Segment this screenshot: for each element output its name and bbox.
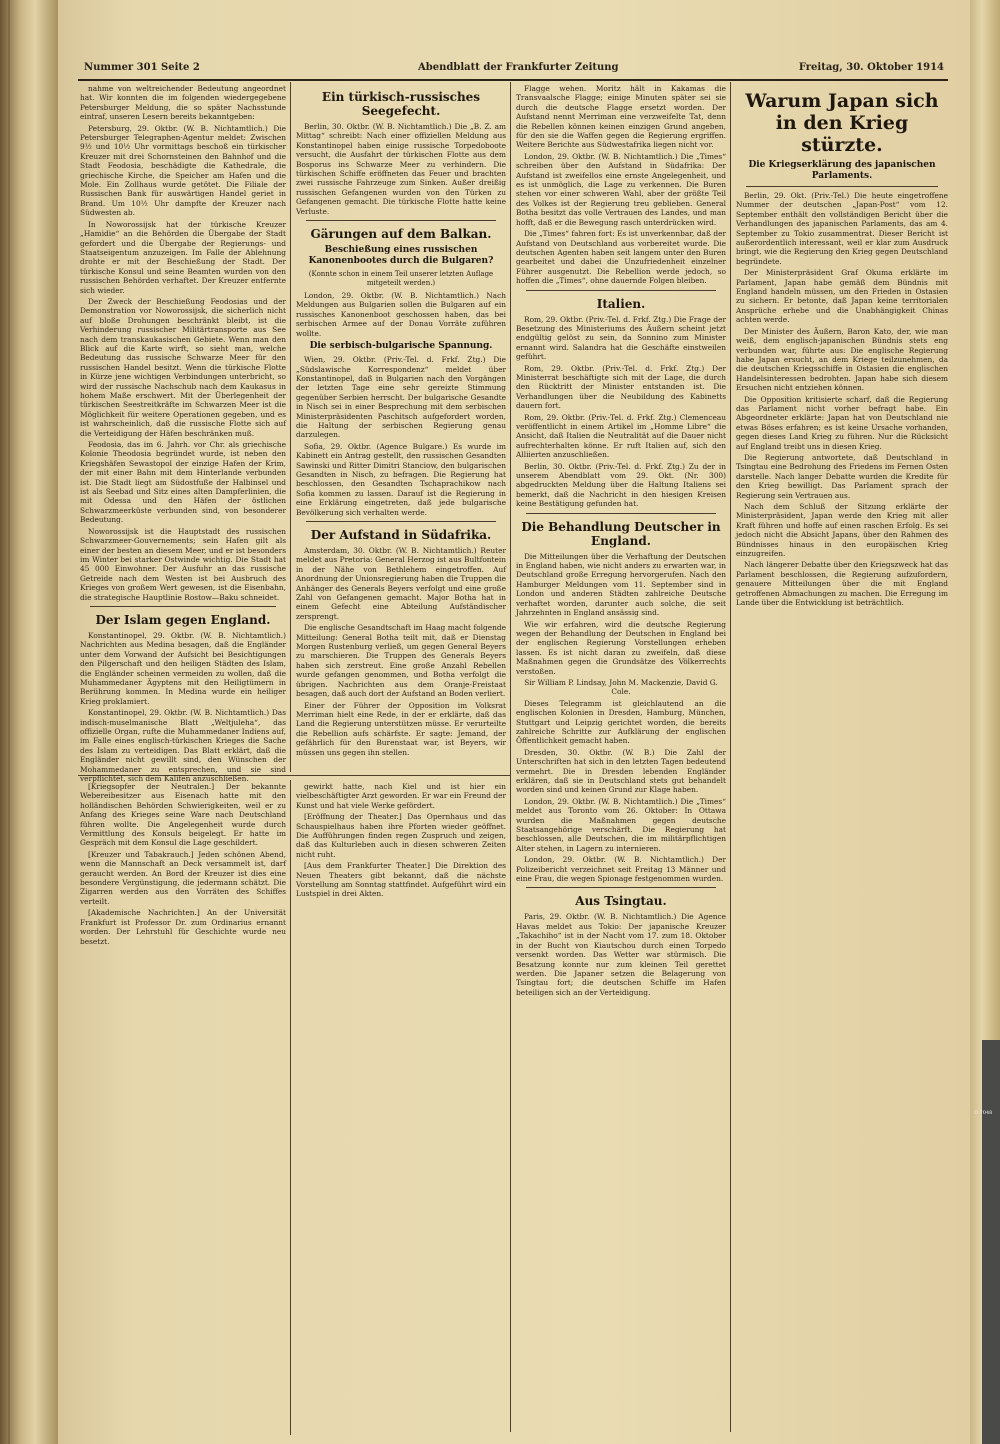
paragraph: Rom, 29. Oktbr. (Priv.-Tel. d. Frkf. Ztg.) Der Ministerrat beschäftigte sich mit der Lage, die durch den Rücktritt der Minister entstanden ist. Die Verhandlungen über die Neubildung des Kabinetts dauern fort.	[516, 363, 726, 411]
paragraph: Berlin, 29. Okt. (Priv.-Tel.) Die heute eingetroffene Nummer der deutschen „Japan-Post“ vom 12. September enthält den vollständigen Bericht über die Verhandlungen des japanischen Parlaments, das am 4. September zu Tokio zusammentrat. Dieser Bericht ist außerordentlich interessant, weil er klar zum Ausdruck bringt, wie die Regierung den Krieg gegen Deutschland begründete.	[736, 191, 948, 266]
paragraph: nahme von weltreichender Bedeutung angeordnet hat. Wir konnten die im folgenden wiedergegebene Petersburger Meldung, die so später Nachsstunde eintraf, unseren Lesern bereits bekanntgeben:	[80, 84, 286, 122]
paragraph: [Aus dem Frankfurter Theater.] Die Direktion des Neuen Theaters gibt bekannt, daß die nächste Vorstellung am Sonntag stattfindet. Aufgeführt wird ein Lustspiel in drei Akten.	[296, 861, 506, 899]
paragraph: Konstantinopel, 29. Oktbr. (W. B. Nichtamtlich.) Das indisch-muselmanische Blatt „Weltjuleha“, das offizielle Organ, rufte die Muhammedaner Indiens auf, im Falle eines englisch-türkischen Krieges die Sache des Islam zu verteidigen. Das Blatt erklärt, daß die Engländer nicht gewillt sind, den Wünschen der Mohammedaner zu entsprechen, und sie sind verpflichtet, sich dem Kalifen anzuschließen.	[80, 708, 286, 784]
paragraph: Noworossijsk ist die Hauptstadt des russischen Schwarzmeer-Gouvernements; sein Hafen gilt als einer der besten an diesem Meer, und er ist besonders im Winter bei starker Ostwinde wichtig. Die Stadt hat 45 000 Einwohner. Der Ausfuhr an das russische Getreide nach dem Westen ist bei Ausbruch des Krieges von großem Wert gewesen, ist die Eisenbahn, die strategische Hauptlinie Rostow—Baku schneidet.	[80, 526, 286, 602]
column-rule	[730, 82, 731, 1432]
headline-tsingtau: Aus Tsingtau.	[575, 894, 667, 909]
column-2	[296, 84, 506, 772]
column-1	[80, 84, 286, 784]
headline-balkan: Gärungen auf dem Balkan.	[310, 227, 492, 242]
editorial-note: (Konnte schon in einem Teil unserer letzten Auflage mitgeteilt werden.)	[308, 270, 494, 288]
column-4	[736, 84, 948, 1434]
column-rule	[290, 780, 291, 1435]
signatures: Sir William P. Lindsay, John M. Mackenzie, David G. Cole.	[524, 677, 718, 697]
paragraph: London, 29. Oktbr. (W. B. Nichtamtlich.) Nach Meldungen aus Bulgarien sollen die Bulgaren auf ein russisches Kanonenboot geschossen haben, das bei serbischen Armee auf der Donau Vorräte zuführen wollte.	[296, 291, 506, 338]
paragraph: London, 29. Oktbr. (W. B. Nichtamtlich.) Die „Times“ schreiben über den Aufstand in Südafrika: Der Aufstand ist zweifellos eine ernste Angelegenheit, und es ist unmöglich, die Lage zu verkennen. Die Buren stehen vor einer schweren Wahl, aber der größte Teil des Volkes ist der Regierung treu geblieben. General Botha besitzt das volle Vertrauen des Landes, und man hofft, daß er die Bewegung rasch unterdrücken wird.	[516, 151, 726, 227]
binding-stripe	[8, 0, 10, 1444]
column-rule	[510, 82, 511, 1432]
feuilleton-column-2	[296, 782, 506, 1432]
paragraph: Der Minister des Äußern, Baron Kato, der, wie man weiß, dem englisch-japanischen Bündnis stets eng verbunden war, führte aus: Die englische Regierung habe Japan ersucht, an dem Kriege teilzunehmen, da die deutschen Kriegsschiffe in Ostasien die englischen Handelsinteressen bedrohten. Japan habe sich diesem Ersuchen nicht entziehen können.	[736, 326, 948, 393]
paragraph: Paris, 29. Oktbr. (W. B. Nichtamtlich.) Die Agence Havas meldet aus Tokio: Der japanische Kreuzer „Takachiho“ ist in der Nacht vom 17. zum 18. Oktober in der Bucht von Kiautschou durch einen Torpedo versenkt worden. Das Wetter war stürmisch. Die Besatzung konnte nur zum kleinen Teil gerettet werden. Die Japaner setzen die Belagerung von Tsingtau fort; die deutschen Schiffe im Hafen beteiligen sich an der Verteidigung.	[516, 912, 726, 997]
book-binding-left	[0, 0, 58, 1444]
paragraph: Konstantinopel, 29. Oktbr. (W. B. Nichtamtlich.) Nachrichten aus Medina besagen, daß die Engländer unter dem Vorwand der Aufsicht bei Besichtigungen den Pilgerschaft und den heiligen Städten des Islam, die Engländer scheinen vermeiden zu wollen, daß die Muhammedaner Ägyptens mit den Heiligtümern in Berührung kommen. In Medina wurde ein heiliger Krieg proklamiert.	[80, 630, 286, 706]
feuilleton-column-1	[80, 782, 286, 1432]
subheadline-kanonenboot: Beschießung eines russischen Kanonenbootes durch die Bulgaren?	[308, 245, 494, 267]
divider	[526, 290, 716, 291]
paragraph: Petersburg, 29. Oktbr. (W. B. Nichtamtlich.) Die Petersburger Telegraphen-Agentur meldet: Zwischen 9½ und 10½ Uhr vormittags beschoß ein türkischer Kreuzer mit drei Schornsteinen den Bahnhof und die Stadt Feodosia, beschädigte die Kathedrale, die griechische Kirche, die Speicher am Hafen und die Mole. Ein Zollhaus wurde getötet. Die Filiale der Russischen Bank für auswärtigen Handel geriet in Brand. Um 10½ Uhr dampfte der Kreuzer nach Südwesten ab.	[80, 123, 286, 218]
page-header	[78, 62, 948, 80]
divider	[746, 186, 938, 187]
archive-stamp: D 7048	[974, 1110, 993, 1116]
divider	[526, 887, 716, 888]
paragraph: Nach längerer Debatte über den Kriegszweck hat das Parlament beschlossen, die Regierung aufzufordern, genauere Mitteilungen über die mit England getroffenen Abmachungen zu machen. Die Erregung im Lande über die Entwicklung ist beträchtlich.	[736, 560, 948, 608]
paragraph: Die englische Gesandtschaft im Haag macht folgende Mitteilung: General Botha teilt mit, daß er Dienstag Morgen Rustenburg verließ, um gegen General Beyers zu marschieren. Die Truppen des Generals Beyers haben sich zerstreut. Eine große Anzahl Rebellen wurde gefangen genommen, und Botha verfolgt die übrigen. Nachrichten aus dem Oranje-Freistaat besagen, daß auch dort der Aufstand an Boden verliert.	[296, 623, 506, 699]
header-rule	[78, 79, 948, 81]
paragraph: Wie wir erfahren, wird die deutsche Regierung wegen der Behandlung der Deutschen in England bei der englischen Regierung Vorstellungen erheben lassen. Es ist nicht daran zu zweifeln, daß diese Maßnahmen gegen die Grundsätze des Völkerrechts verstoßen.	[516, 619, 726, 676]
subheadline-parlament: Die Kriegserklärung des japanischen Parlaments.	[748, 160, 936, 181]
paragraph: London, 29. Oktbr. (W. B. Nichtamtlich.) Die „Times“ meldet aus Toronto vom 26. Oktober: In Ottawa wurden die Maßnahmen gegen deutsche Staatsangehörige verschärft. Die Regierung hat beschlossen, alle Deutschen, die im militärpflichtigen Alter stehen, in Lagern zu internieren.	[516, 796, 726, 853]
issue-number: Nummer 301 Seite 2	[84, 62, 200, 73]
paragraph: Einer der Führer der Opposition im Volksrat Merriman hielt eine Rede, in der er erklärte, daß das Land die Regierung unterstützen müsse. Er verurteilte die Rebellion aufs schärfste. Er sagte: Jemand, der gefährlich für den Burenstaat war, ist Beyers, wir müssen uns gegen ihn stellen.	[296, 700, 506, 757]
paragraph: [Kreuzer und Tabakrauch.] Jeden schönen Abend, wenn die Mannschaft an Deck versammelt ist, darf geraucht werden. An Bord der Kreuzer ist dies eine besondere Vergünstigung, die jedermann schätzt. Die Zigarren werden aus den Vorräten des Schiffes verteilt.	[80, 849, 286, 906]
paragraph: Sofia, 29. Oktbr. (Agence Bulgare.) Es wurde im Kabinett ein Antrag gestellt, den russischen Gesandten Sawinski und Ritter Dimitri Stanciow, den bulgarischen Gesandten in Nisch, zu befragen. Die Regierung hat beschlossen, den Gesandten Tschaprachikow nach Sofia kommen zu lassen. Darauf ist die Regierung in eine Erklärung eingetreten, daß jede bulgarische Bevölkerung sich verhalten werde.	[296, 441, 506, 517]
divider	[306, 220, 496, 221]
column-rule	[290, 82, 291, 772]
paragraph: Flagge wehen. Moritz hält in Kakamas die Transvaalsche Flagge; einige Minuten später sei sie durch die deutsche Flagge ersetzt worden. Der Aufstand nennt Merriman eine verzweifelte Tat, denn die Rebellen können keinen einzigen Grund angeben, für den sie die Waffen gegen die Regierung ergriffen. Weitere Berichte aus Südwestafrika liegen nicht vor.	[516, 84, 726, 150]
paragraph: In Noworossijsk hat der türkische Kreuzer „Hamidie“ an die Behörden die Übergabe der Stadt gefordert und die Übergabe der Regierungs- und Staatseigentum anzuzeigen. Im Falle der Ablehnung drohte er mit der Beschießung der Stadt. Der türkische Konsul und seine Beamten wurden von den russischen Behörden verhaftet. Der Kreuzer entfernte sich wieder.	[80, 219, 286, 295]
book-edge-shadow	[982, 1040, 1000, 1444]
newspaper-title: Abendblatt der Frankfurter Zeitung	[418, 62, 619, 73]
paragraph: Dresden, 30. Oktbr. (W. B.) Die Zahl der Unterschriften hat sich in den letzten Tagen bedeutend vermehrt. Die in Dresden lebenden Engländer erklären, daß sie in Deutschland stets gut behandelt worden sind und keinen Grund zur Klage haben.	[516, 747, 726, 795]
column-3	[516, 84, 726, 1434]
paragraph: Die „Times“ fahren fort: Es ist unverkennbar, daß der Aufstand von Deutschland aus vorbereitet wurde. Die deutschen Agenten haben seit langem unter den Buren gearbeitet und dabei die Unzufriedenheit einzelner Führer ausgenutzt. Die Rebellion werde jedoch, so hoffen die „Times“, ohne dauernde Folgen bleiben.	[516, 229, 726, 286]
divider	[526, 513, 716, 514]
issue-date: Freitag, 30. Oktober 1914	[798, 62, 944, 73]
paragraph: Die Opposition kritisierte scharf, daß die Regierung das Parlament nicht vorher befragt habe. Ein Abgeordneter erklärte: Japan hat von Deutschland nie etwas Böses erfahren; es ist keine Ursache vorhanden, gegen dieses Land Krieg zu führen. Nur die Rücksicht auf England treibt uns in diesen Krieg.	[736, 394, 948, 451]
divider	[90, 606, 276, 607]
divider	[306, 521, 496, 522]
paragraph: Die Regierung antwortete, daß Deutschland in Tsingtau eine Bedrohung des Friedens im Fernen Osten darstelle. Nach langer Debatte wurden die Kredite für den Krieg bewilligt. Das Parlament sprach der Regierung sein Vertrauen aus.	[736, 452, 948, 500]
headline-japan: Warum Japan sich in den Krieg stürzte.	[745, 90, 939, 156]
paragraph: Rom, 29. Oktbr. (Priv.-Tel. d. Frkf. Ztg.) Die Frage der Besetzung des Ministeriums des Äußern scheint jetzt endgültig gelöst zu sein, da Sonnino zum Minister ernannt wird. Salandra hat die Geschäfte einstweilen geführt.	[516, 314, 726, 362]
paragraph: Amsterdam, 30. Oktbr. (W. B. Nichtamtlich.) Reuter meldet aus Pretoria: General Herzog ist aus Bultfontein in der Nähe von Bethlehem eingetroffen. Auf Anordnung der Unionsregierung haben die Truppen die Anhänger des Generals Beyers verfolgt und eine große Zahl von Gefangenen gemacht. Major Botha hat in einem Gefecht eine Abteilung Aufständischer zersprengt.	[296, 546, 506, 621]
headline-behandlung: Die Behandlung Deutscher in England.	[521, 519, 721, 548]
paragraph: London, 29. Oktbr. (W. B. Nichtamtlich.) Der Polizeibericht verzeichnet seit Freitag 13 Männer und eine Frau, die wegen Spionage festgenommen wurden.	[516, 855, 726, 884]
paragraph: [Kriegsopfer der Neutralen.] Der bekannte Webereibesitzer aus Eisenach hatte mit den holländischen Behörden Schwierigkeiten, weil er zu Anfang des Krieges seine Ware nach Deutschland führen wollte. Die Angelegenheit wurde durch Vermittlung des Konsuls beigelegt. Er hatte im Gespräch mit dem Konsul die Lage geschildert.	[80, 782, 286, 848]
headline-italien: Italien.	[596, 296, 646, 311]
headline-islam: Der Islam gegen England.	[95, 612, 271, 627]
paragraph: gewirkt hatte, nach Kiel und ist hier ein vielbeschäftigter Arzt geworden. Er war ein Freund der Kunst und hat viele Werke gefördert.	[296, 782, 506, 810]
paragraph: Der Ministerpräsident Graf Okuma erklärte im Parlament, Japan habe gemäß dem Bündnis mit England handeln müssen, um den Frieden in Ostasien zu sichern. Er betonte, daß Japan keine territorialen Ansprüche erhebe und die Unabhängigkeit Chinas achten werde.	[736, 268, 948, 325]
paragraph: Berlin, 30. Oktbr. (Priv.-Tel. d. Frkf. Ztg.) Zu der in unserem Abendblatt vom 29. Okt. (Nr. 300) abgedruckten Meldung über die Haltung Italiens sei bemerkt, daß die Nachricht in den hiesigen Kreisen keine Bestätigung gefunden hat.	[516, 461, 726, 509]
paragraph: Die Mitteilungen über die Verhaftung der Deutschen in England haben, wie nicht anders zu erwarten war, in Deutschland große Erregung hervorgerufen. Nach den Hamburger Meldungen vom 11. September sind in London und anderen Städten zahlreiche Deutsche verhaftet worden, darunter auch solche, die seit Jahrzehnten in England ansässig sind.	[516, 551, 726, 618]
paragraph: [Akademische Nachrichten.] An der Universität Frankfurt ist Professor Dr. zum Ordinarius ernannt worden. Der Lehrstuhl für Geschichte wurde neu besetzt.	[80, 908, 286, 946]
paragraph: [Eröffnung der Theater.] Das Opernhaus und das Schauspielhaus haben ihre Pforten wieder geöffnet. Die Aufführungen finden regen Zuspruch und zeigen, daß das Kulturleben auch in diesen schweren Zeiten nicht ruht.	[296, 812, 506, 859]
newspaper-page	[58, 0, 970, 1444]
headline-seegefecht: Ein türkisch-russisches Seegefecht.	[321, 90, 481, 118]
paragraph: Berlin, 30. Oktbr. (W. B. Nichtamtlich.) Die „B. Z. am Mittag“ schreibt: Nach einer offiziellen Meldung aus Konstantinopel haben einige russische Torpedoboote versucht, die Ausfahrt der türkischen Flotte aus dem Bosporus ins Schwarze Meer zu verhindern. Die türkischen Schiffe eröffneten das Feuer und brachten zwei russische Fahrzeuge zum Sinken. Außer dreißig russischen Gefangenen wurden von den Türken zu Gefangenen gemacht. Die türkische Flotte hatte keine Verluste.	[296, 122, 506, 216]
paragraph: Feodosia, das im 6. Jahrh. vor Chr. als griechische Kolonie Theodosia begründet wurde, ist neben den Kriegshäfen Sewastopol der einzige Hafen der Krim, der mit einer Bahn mit dem Hinterlande verbunden ist. Die Stadt liegt am Südostfuße der Halbinsel und ist als Seebad und Sitz eines alten Dampferlinien, die mit Odessa und den Häfen der östlichen Schwarzmeerküste verbunden sind, von besonderer Bedeutung.	[80, 440, 286, 525]
book-edge-right	[970, 0, 1000, 1444]
paragraph: Dieses Telegramm ist gleichlautend an die englischen Kolonien in Dresden, Hamburg, München, Stuttgart und Leipzig gerichtet worden, die bereits zahlreiche Schritte zur Aufklärung der englischen Öffentlichkeit gemacht haben.	[516, 698, 726, 746]
paragraph: Der Zweck der Beschießung Feodosias und der Demonstration vor Noworossijsk, die sicherlich nicht auf bloße Drohungen beschränkt bleibt, ist die Verhinderung russischer Militärtransporte aus See nach dem transkaukasischen Gebiete. Wenn man den Blick auf die Karte wirft, so sieht man, welche Bedeutung das russische Schwarze Meer für den russischen Handel besitzt. Wenn die türkische Flotte in Kürze jene wichtigen Verbindungen unterbricht, so wird der russische Nachschub nach dem Kaukasus in hohem Maße erschwert. Mit der Überlegenheit der türkischen Seestreitkräfte im Schwarzen Meer ist die Möglichkeit für weitere Operationen gegeben, und es ist wahrscheinlich, daß die russische Flotte sich auf die Verteidigung der Häfen beschränken muß.	[80, 296, 286, 438]
subheadline-spannung: Die serbisch-bulgarische Spannung.	[309, 341, 493, 352]
paragraph: Wien, 29. Oktbr. (Priv.-Tel. d. Frkf. Ztg.) Die „Südslawische Korrespondenz“ meldet über Konstantinopel, daß in Bulgarien nach den Vorgängen der letzten Tage eine sehr gereizte Stimmung gegenüber Serbien herrscht. Der bulgarische Gesandte in Nisch sei in einer Besprechung mit dem serbischen Ministerpräsidenten Paschitsch aufgefordert worden, die Haltung der serbischen Regierung genau darzulegen.	[296, 355, 506, 440]
paragraph: Rom, 29. Oktbr. (Priv.-Tel. d. Frkf. Ztg.) Clemenceau veröffentlicht in einem Artikel im „Homme Libre“ die Ansicht, daß Italien die Neutralität auf die Dauer nicht aufrechterhalten könne. Er ruft Italien auf, sich den Alliierten anzuschließen.	[516, 412, 726, 460]
paragraph: Nach dem Schluß der Sitzung erklärte der Ministerpräsident, Japan werde den Krieg mit aller Kraft führen und hoffe auf einen raschen Erfolg. Es sei jedoch nicht die Absicht Japans, über den Rahmen des Bündnisses hinaus in den europäischen Krieg einzugreifen.	[736, 502, 948, 559]
headline-suedafrika: Der Aufstand in Südafrika.	[310, 528, 492, 542]
